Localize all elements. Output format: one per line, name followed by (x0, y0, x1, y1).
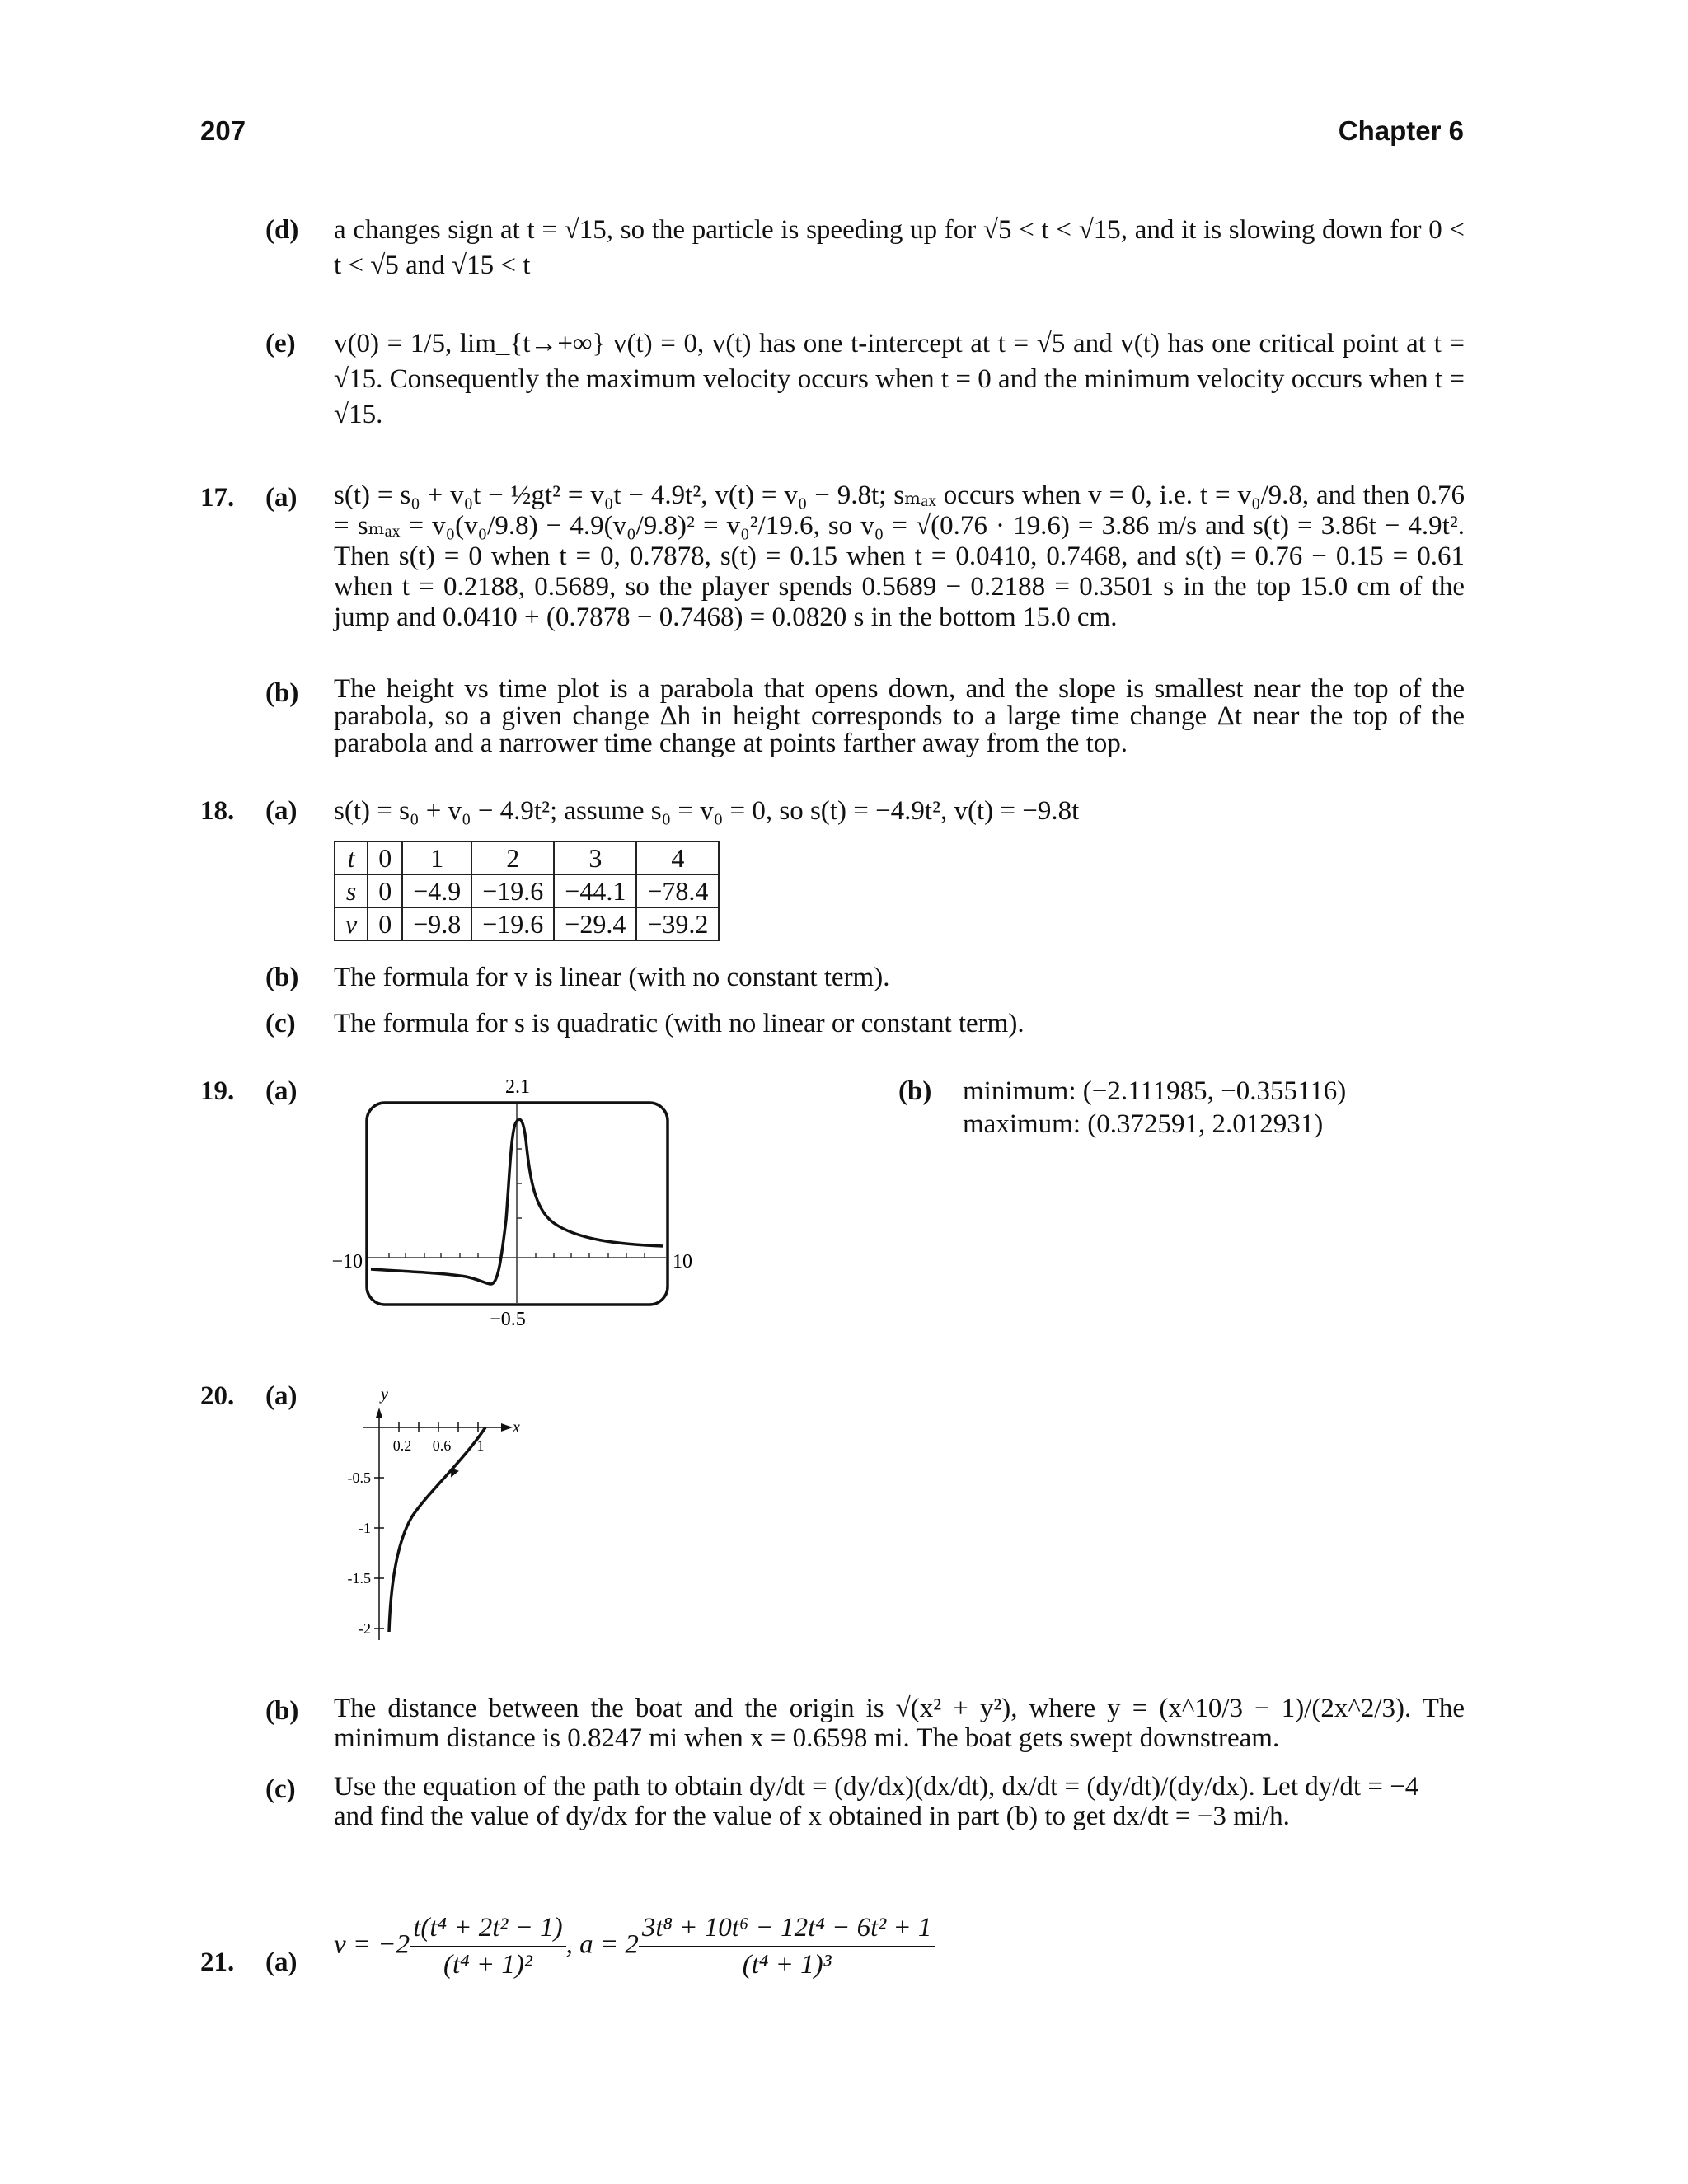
part-label-20b: (b) (265, 1696, 299, 1726)
part-label-17a: (a) (265, 483, 298, 513)
table-cell: 0 (368, 841, 402, 874)
part-label-19a: (a) (265, 1076, 298, 1106)
values-table (334, 841, 720, 941)
part-label-16d: (d) (265, 215, 299, 245)
table-cell: −19.6 (471, 874, 554, 907)
problem-number-20: 20. (200, 1381, 235, 1411)
table-row (335, 874, 719, 907)
velocity-denominator: (t⁴ + 1)² (443, 1949, 532, 1980)
graph-xmin-label: −10 (331, 1251, 363, 1272)
table-row (335, 841, 719, 874)
table-cell: 1 (402, 841, 471, 874)
graph-x-tick: 0.6 (432, 1437, 452, 1454)
table-cell: t (335, 841, 368, 874)
answer-21a (334, 1910, 935, 1983)
acceleration-denominator: (t⁴ + 1)³ (742, 1949, 832, 1980)
answer-18b: The formula for v is linear (with no constant term). (334, 963, 890, 992)
part-label-20a: (a) (265, 1381, 298, 1411)
table-cell: v (335, 907, 368, 940)
graph-y-arrow (376, 1408, 382, 1418)
answer-17a: s(t) = s₀ + v₀t − ½gt² = v₀t − 4.9t², v(t) = v₀ − 9.8t; sₘₐₓ occurs when v = 0, i.e. t = v₀/9.8, and then 0.76 = sₘₐₓ = v₀(v₀/9.8) − 4.9(v₀/9.8)² = v₀²/19.6, so v₀ = √(0.76 · 19.6) = 3.86 m/s and s(t) = 3.86t − 4.9t². Then s(t) = 0 when t = 0, 0.7878, s(t) = 0.15 when t = 0.0410, 0.7468, and s(t) = 0.76 − 0.15 = 0.61 when t = 0.2188, 0.5689, so the player spends 0.5689 − 0.2188 = 0.3501 s in the top 15.0 cm of the jump and 0.0410 + (0.7878 − 0.7468) = 0.0820 s in the bottom 15.0 cm. (334, 480, 1465, 632)
part-label-17b: (b) (265, 678, 299, 708)
graph-y-tick: -0.5 (347, 1469, 371, 1486)
acceleration-fraction (639, 1910, 935, 1983)
acceleration-lhs: , a = 2 (565, 1929, 639, 1960)
graph-xmax-label: 10 (673, 1251, 692, 1272)
answer-19b-min: minimum: (−2.111985, −0.355116) (963, 1076, 1347, 1106)
graph-ymin-label: −0.5 (490, 1309, 526, 1330)
part-label-18a: (a) (265, 796, 298, 826)
velocity-numerator: t(t⁴ + 2t² − 1) (410, 1910, 565, 1947)
answer-20c: Use the equation of the path to obtain dy/dt = (dy/dx)(dx/dt), dx/dt = (dy/dt)/(dy/dx). Let dy/dt = −4 and find the value of dy/dx for the value of x obtained in part (b) to get dx/dt = −3 mi/h. (334, 1772, 1419, 1832)
answer-20b: The distance between the boat and the origin is √(x² + y²), where y = (x^10/3 − 1)/(2x^2/3). The minimum distance is 0.8247 mi when x = 0.6598 mi. The boat gets swept downstream. (334, 1694, 1465, 1754)
answer-18c: The formula for s is quadratic (with no linear or constant term). (334, 1009, 1025, 1038)
graph-y-tick: -1.5 (347, 1570, 371, 1586)
acceleration-numerator: 3t⁸ + 10t⁶ − 12t⁴ − 6t² + 1 (639, 1910, 935, 1947)
problem-number-17: 17. (200, 483, 235, 513)
table-cell: −78.4 (636, 874, 719, 907)
velocity-lhs: v = −2 (334, 1929, 410, 1960)
answer-18a: s(t) = s₀ + v₀ − 4.9t²; assume s₀ = v₀ = 0, so s(t) = −4.9t², v(t) = −9.8t (334, 796, 1080, 826)
graph-19a (321, 1071, 709, 1352)
table-row (335, 907, 719, 940)
part-label-16e: (e) (265, 329, 296, 359)
table-cell: −19.6 (471, 907, 554, 940)
part-label-19b: (b) (898, 1076, 932, 1106)
page-number: 207 (200, 115, 246, 146)
table-cell: −44.1 (554, 874, 636, 907)
answer-17b: The height vs time plot is a parabola that opens down, and the slope is smallest near the top of the parabola, so a given change Δh in height corresponds to a large time change Δt near the top of the parabola and a narrower time change at points farther away from the top. (334, 674, 1465, 758)
graph-x-axis-label: x (513, 1418, 520, 1436)
velocity-fraction (410, 1910, 565, 1983)
table-cell: −4.9 (402, 874, 471, 907)
answer-19b-max: maximum: (0.372591, 2.012931) (963, 1109, 1324, 1139)
table-cell: −29.4 (554, 907, 636, 940)
part-label-21a: (a) (265, 1947, 298, 1977)
chapter-title: Chapter 6 (1338, 115, 1464, 146)
table-cell: 4 (636, 841, 719, 874)
graph-20a (330, 1385, 544, 1657)
table-cell: −39.2 (636, 907, 719, 940)
answer-16d: a changes sign at t = √15, so the particle is speeding up for √5 < t < √15, and it is slowing down for 0 < t < √5 and √15 < t (334, 215, 1465, 280)
part-label-18b: (b) (265, 963, 299, 992)
graph-x-arrow (501, 1423, 513, 1432)
table-cell: s (335, 874, 368, 907)
problem-number-21: 21. (200, 1947, 235, 1977)
graph-x-tick: 1 (476, 1437, 485, 1454)
answer-16e: v(0) = 1/5, lim_{t→+∞} v(t) = 0, v(t) has one t-intercept at t = √5 and v(t) has one critical point at t = √15. Consequently the maximum velocity occurs when t = 0 and the minimum velocity occurs when t = √15. (334, 329, 1465, 429)
part-label-20c: (c) (265, 1774, 296, 1804)
table-cell: 0 (368, 874, 402, 907)
graph-y-tick: -1 (359, 1520, 371, 1536)
graph-y-axis-label: y (381, 1385, 388, 1404)
part-label-18c: (c) (265, 1009, 296, 1038)
graph-x-tick: 0.2 (392, 1437, 412, 1454)
table-cell: 3 (554, 841, 636, 874)
table-cell: 0 (368, 907, 402, 940)
table-cell: −9.8 (402, 907, 471, 940)
problem-number-18: 18. (200, 796, 235, 826)
graph-y-tick: -2 (359, 1620, 371, 1637)
graph-ymax-label: 2.1 (505, 1076, 530, 1098)
boat-path-curve (389, 1427, 485, 1632)
problem-number-19: 19. (200, 1076, 235, 1106)
table-cell: 2 (471, 841, 554, 874)
